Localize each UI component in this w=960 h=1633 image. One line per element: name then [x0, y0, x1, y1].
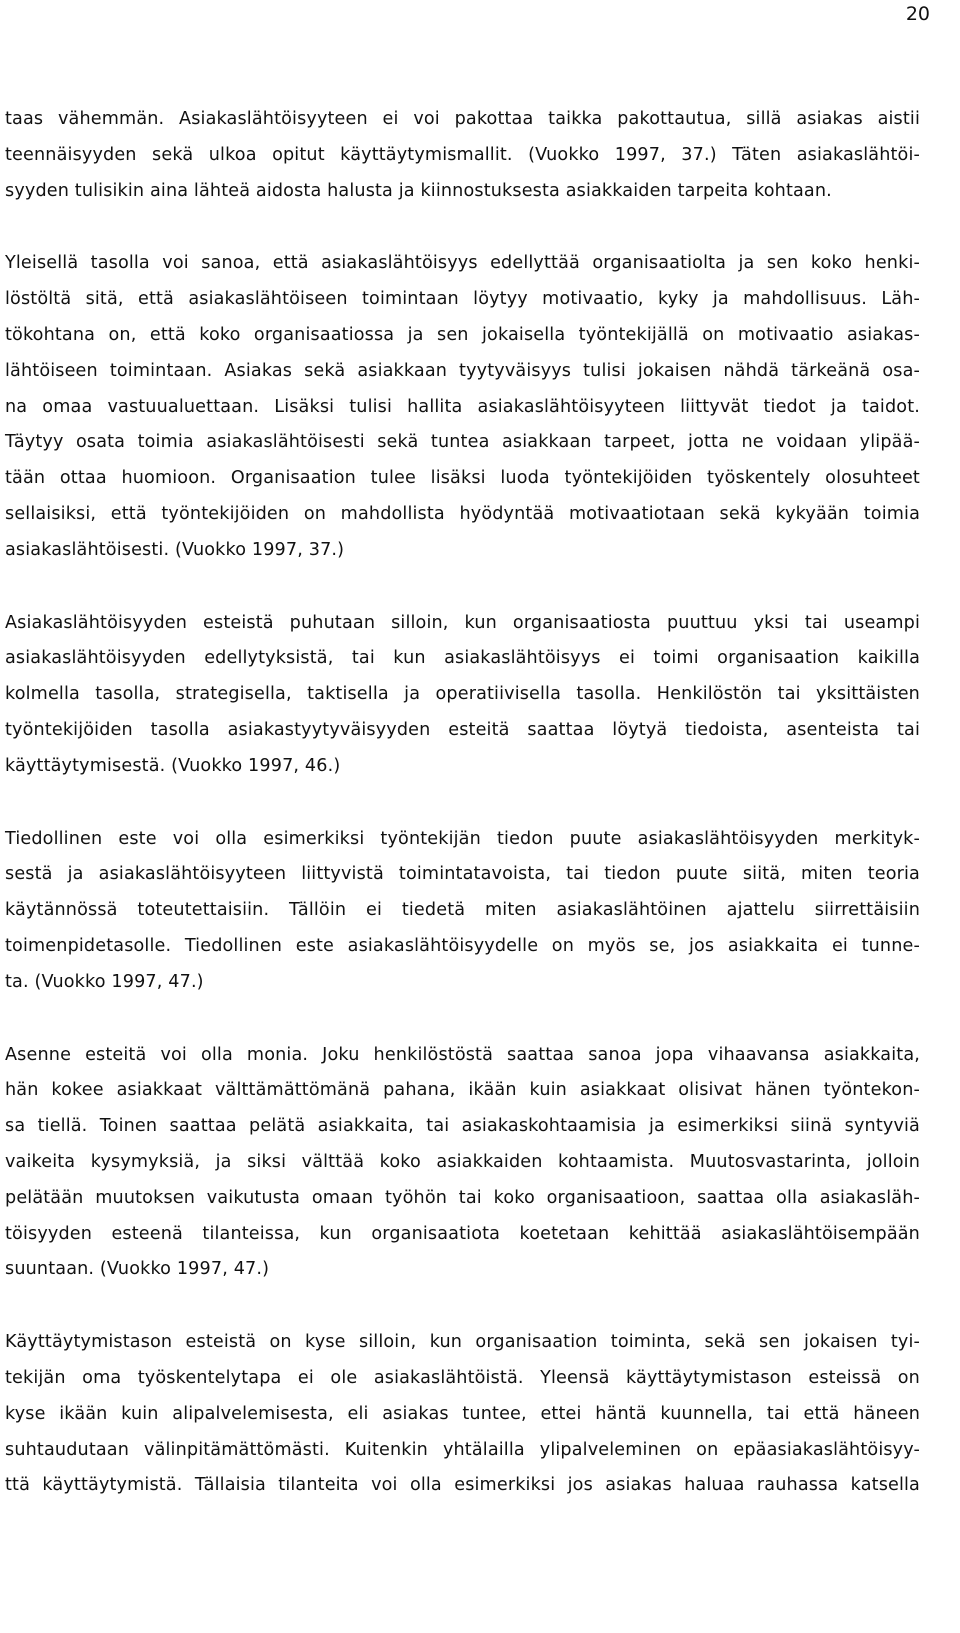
text-line: sellaisiksi, että työntekijöiden on mahdollista hyödyntää motivaatiotaan sekä kykyään toimia — [5, 503, 920, 524]
paragraph-4 — [5, 822, 920, 1001]
text-line: pelätään muutoksen vaikutusta omaan työhön tai koko organisaatioon, saattaa olla asiakasläh- — [5, 1187, 920, 1208]
text-line: Käyttäytymistason esteistä on kyse silloin, kun organisaation toiminta, sekä sen jokaisen tyi- — [5, 1332, 920, 1353]
text-line: käytännössä toteutettaisiin. Tällöin ei tiedetä miten asiakaslähtöinen ajattelu siirrettäisiin — [5, 900, 920, 921]
text-line: asiakaslähtöisesti. (Vuokko 1997, 37.) — [5, 539, 345, 560]
text-line: Tiedollinen este voi olla esimerkiksi työntekijän tiedon puute asiakaslähtöisyyden merkityk- — [5, 828, 920, 849]
text-line: na omaa vastuualuettaan. Lisäksi tulisi hallita asiakaslähtöisyyteen liittyvät tiedot ja taidot. — [5, 396, 920, 417]
text-line: suhtaudutaan välinpitämättömästi. Kuitenkin yhtälailla ylipalveleminen on epäasiakaslähtöisyy- — [5, 1439, 920, 1460]
paragraph-5 — [5, 1038, 920, 1289]
text-line: ttä käyttäytymistä. Tällaisia tilanteita voi olla esimerkiksi jos asiakas haluaa rauhassa katsella — [5, 1475, 920, 1496]
paragraph-6 — [5, 1325, 920, 1504]
text-line: tökohtana on, että koko organisaatiossa ja sen jokaisella työntekijällä on motivaatio asiakas- — [5, 324, 920, 345]
text-line: sa tiellä. Toinen saattaa pelätä asiakkaita, tai asiakaskohtaamisia ja esimerkiksi siinä syntyviä — [5, 1116, 920, 1137]
text-line: asiakaslähtöisyyden edellytyksistä, tai kun asiakaslähtöisyys ei toimi organisaation kaikilla — [5, 648, 920, 669]
page-number: 20 — [905, 3, 930, 25]
paragraph-2 — [5, 246, 920, 568]
paragraph-3 — [5, 606, 920, 785]
text-line: Yleisellä tasolla voi sanoa, että asiakaslähtöisyys edellyttää organisaatiolta ja sen koko henki- — [5, 253, 920, 274]
text-line: työntekijöiden tasolla asiakastyytyväisyyden esteitä saattaa löytyä tiedoista, asenteista tai — [5, 719, 920, 740]
text-line: sestä ja asiakaslähtöisyyteen liittyvistä toimintatavoista, tai tiedon puute siitä, miten teoria — [5, 864, 920, 885]
text-line: toimenpidetasolle. Tiedollinen este asiakaslähtöisyydelle on myös se, jos asiakkaita ei tunne- — [5, 935, 920, 956]
text-line: tekijän oma työskentelytapa ei ole asiakaslähtöistä. Yleensä käyttäytymistason esteissä on — [5, 1367, 920, 1388]
paragraph-1 — [5, 102, 920, 209]
text-line: syyden tulisikin aina lähteä aidosta halusta ja kiinnostuksesta asiakkaiden tarpeita kohtaan. — [5, 180, 832, 201]
text-line: ta. (Vuokko 1997, 47.) — [5, 971, 204, 992]
text-line: tään ottaa huomioon. Organisaation tulee lisäksi luoda työntekijöiden työskentely olosuhteet — [5, 468, 920, 489]
text-line: hän kokee asiakkaat välttämättömänä pahana, ikään kuin asiakkaat olisivat hänen työntekon- — [5, 1080, 920, 1101]
text-line: teennäisyyden sekä ulkoa opitut käyttäytymismallit. (Vuokko 1997, 37.) Täten asiakaslähtöi- — [5, 144, 920, 165]
text-line: löstöltä sitä, että asiakaslähtöiseen toimintaan löytyy motivaatio, kyky ja mahdollisuus. Läh- — [5, 289, 920, 310]
text-line: kolmella tasolla, strategisella, taktisella ja operatiivisella tasolla. Henkilöstön tai yksittäisten — [5, 684, 920, 705]
text-line: Asenne esteitä voi olla monia. Joku henkilöstöstä saattaa sanoa jopa vihaavansa asiakkaita, — [5, 1044, 920, 1065]
text-line: Asiakaslähtöisyyden esteistä puhutaan silloin, kun organisaatiosta puuttuu yksi tai useampi — [5, 612, 920, 633]
text-line: käyttäytymisestä. (Vuokko 1997, 46.) — [5, 755, 341, 776]
text-line: töisyyden esteenä tilanteissa, kun organisaatiota koetetaan kehittää asiakaslähtöisempään — [5, 1223, 920, 1244]
document-body — [5, 102, 920, 1541]
text-line: kyse ikään kuin alipalvelemisesta, eli asiakas tuntee, ettei häntä kuunnella, tai että häneen — [5, 1403, 920, 1424]
text-line: suuntaan. (Vuokko 1997, 47.) — [5, 1259, 270, 1280]
text-line: lähtöiseen toimintaan. Asiakas sekä asiakkaan tyytyväisyys tulisi jokaisen nähdä tärkeänä osa- — [5, 360, 920, 381]
text-line: Täytyy osata toimia asiakaslähtöisesti sekä tuntea asiakkaan tarpeet, jotta ne voidaan ylipää- — [5, 432, 920, 453]
text-line: taas vähemmän. Asiakaslähtöisyyteen ei voi pakottaa taikka pakottautua, sillä asiakas aistii — [5, 109, 920, 129]
text-line: vaikeita kysymyksiä, ja siksi välttää koko asiakkaiden kohtaamista. Muutosvastarinta, jolloin — [5, 1151, 920, 1172]
